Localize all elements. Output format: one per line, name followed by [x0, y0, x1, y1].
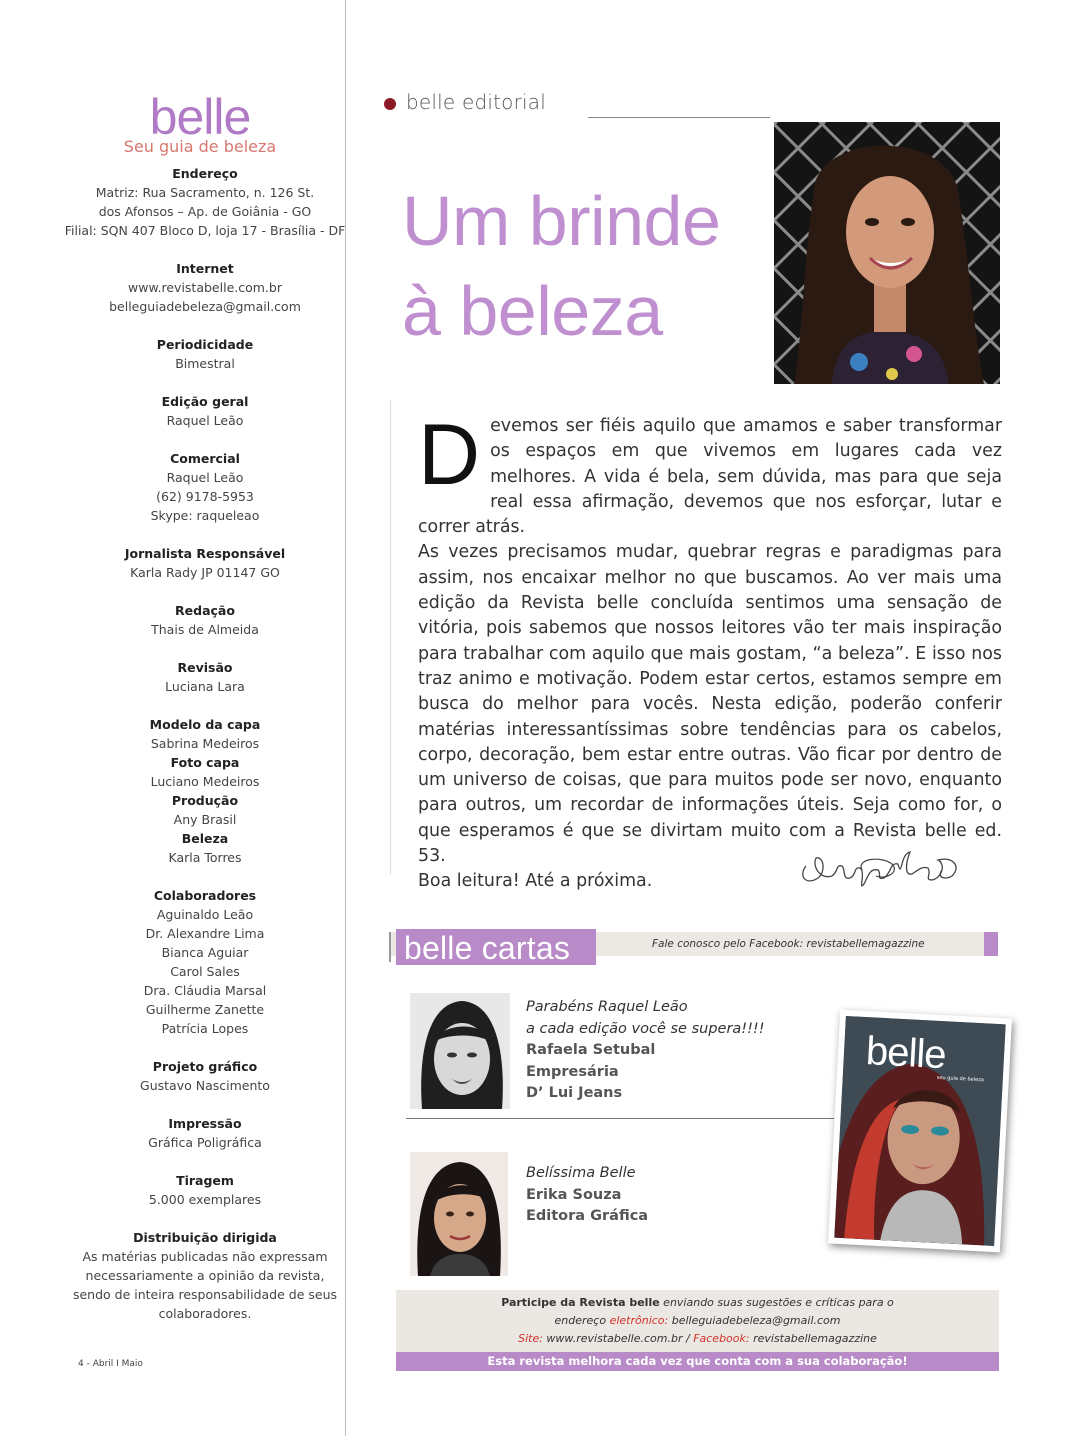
- masthead-line: Raquel Leão: [166, 413, 244, 428]
- masthead-line[interactable]: www.revistabelle.com.br: [128, 280, 282, 295]
- masthead-group: [60, 886, 350, 1038]
- masthead-heading: Edição geral: [161, 394, 249, 409]
- masthead-group: [60, 259, 350, 316]
- masthead-group: [60, 829, 350, 867]
- masthead-line: 5.000 exemplares: [148, 1192, 262, 1207]
- title-line-2: à beleza: [402, 272, 663, 350]
- masthead-line: Aguinaldo Leão: [156, 907, 254, 922]
- letter-2-role: Editora Gráfica: [526, 1208, 649, 1224]
- participation-box: [396, 1290, 999, 1352]
- magazine-tagline: Seu guia de beleza: [123, 137, 277, 156]
- cartas-header-rule: [389, 932, 391, 962]
- reader-photo-2: [410, 1152, 508, 1276]
- title-line-1: Um brinde: [402, 182, 721, 260]
- editorial-title: [402, 176, 720, 356]
- masthead-line: Skype: raqueleao: [150, 508, 260, 523]
- page-number: 4 - Abril I Maio: [78, 1359, 143, 1369]
- masthead-group: [60, 164, 350, 240]
- section-label: belle editorial: [406, 90, 547, 114]
- magazine-logo: belle: [149, 89, 251, 145]
- masthead-heading: Tiragem: [176, 1173, 234, 1188]
- masthead-line: sendo de inteira responsabilidade de seus: [72, 1287, 338, 1302]
- letter-2: [526, 1163, 648, 1228]
- info-line-2: endereço eletrônico: belleguiadebeleza@gmail.com: [554, 1314, 841, 1327]
- letter-1-company: D’ Lui Jeans: [526, 1085, 623, 1101]
- info-line-3: Site: www.revistabelle.com.br / Facebook: revistabellemagazzine: [518, 1332, 877, 1345]
- masthead-heading: Distribuição dirigida: [133, 1230, 277, 1245]
- letter-2-name: Erika Souza: [526, 1186, 622, 1203]
- cover-tagline: seu guia de beleza: [936, 1074, 984, 1084]
- masthead-group: [60, 1114, 350, 1152]
- body-rule: [390, 400, 391, 875]
- masthead-group: [60, 601, 350, 639]
- masthead-heading: Produção: [171, 793, 239, 808]
- editor-signature: [796, 836, 968, 894]
- drop-cap: D: [418, 407, 481, 503]
- masthead-line: colaboradores.: [158, 1306, 252, 1321]
- masthead-heading: Endereço: [172, 166, 238, 181]
- masthead-line: Any Brasil: [173, 812, 237, 827]
- masthead-credits: [60, 164, 350, 1342]
- masthead-heading: Foto capa: [170, 755, 240, 770]
- paragraph-1-text: evemos ser fiéis aquilo que amamos e saber transformar os espaços em que vivemos em lugares cada vez melhores. A vida é bela, sem dúvida, mas para que seja real essa afirmação, devemos que nos esforçar, lutar e correr atrás.: [418, 416, 1002, 538]
- site-link[interactable]: www.revistabelle.com.br /: [542, 1332, 694, 1345]
- masthead-group: [60, 544, 350, 582]
- masthead-group: [60, 449, 350, 525]
- reader-photo-1: [410, 993, 510, 1109]
- masthead-heading: Revisão: [177, 660, 233, 675]
- magazine-cover-art: [834, 1016, 1005, 1246]
- letter-1-name: Rafaela Setubal: [526, 1042, 656, 1058]
- masthead-line: As matérias publicadas não expressam: [82, 1249, 328, 1264]
- masthead-group: [60, 1057, 350, 1095]
- email-link[interactable]: belleguiadebeleza@gmail.com: [668, 1314, 841, 1327]
- cartas-accent-block: [984, 932, 998, 956]
- masthead-heading: Internet: [176, 261, 234, 276]
- editorial-body: [418, 407, 1002, 895]
- masthead-heading: Comercial: [170, 451, 240, 466]
- masthead-group: [60, 753, 350, 791]
- info-line-1: Participe da Revista belle enviando suas sugestões e críticas para o: [501, 1296, 894, 1309]
- letter-1: [526, 997, 765, 1105]
- masthead-heading: Redação: [175, 603, 235, 618]
- masthead-group: [60, 335, 350, 373]
- facebook-link[interactable]: revistabellemagazzine: [749, 1332, 877, 1345]
- masthead-heading: Modelo da capa: [149, 717, 261, 732]
- masthead-heading: Beleza: [181, 831, 229, 846]
- masthead-heading: Periodicidade: [156, 337, 254, 352]
- letter-2-quote-line-1: Belíssima Belle: [526, 1165, 636, 1181]
- masthead-line: Carol Sales: [170, 964, 240, 979]
- letter-1-quote-line-1: Parabéns Raquel Leão: [526, 999, 688, 1015]
- masthead-line: Dr. Alexandre Lima: [145, 926, 265, 941]
- paragraph-2: As vezes precisamos mudar, quebrar regras e paradigmas para assim, nos encaixar melhor no que buscamos. Ao ver mais uma edição da Revista belle concluída sentimos uma sensação de vitória, pois sabemos que nossos leitores vão ter mais inspiração para trabalhar com aquilo que mais gostam, “a beleza”. E isso nos traz animo e motivação. Podem estar certos, estamos sempre em busca do melhor para vocês. Nesta edição, poderão conferir matérias interessantíssimas sobre tendências para os cabelos, corpo, decoração, bem estar entre outras. Vão ficar por dentro de um universo de coisas, que para muitos pode ser novo, enquanto para outros, um recordar de informações úteis. Seja como for, o que esperamos é que se divirtam muito com a Revista belle ed. 53.: [418, 542, 1002, 867]
- letters-divider: [406, 1118, 834, 1119]
- masthead-group: [60, 791, 350, 829]
- masthead-heading: Impressão: [168, 1116, 242, 1131]
- masthead-heading: Projeto gráfico: [152, 1059, 258, 1074]
- section-rule: [588, 117, 770, 118]
- masthead-line: (62) 9178-5953: [156, 489, 254, 504]
- masthead-line: Gráfica Poligráfica: [148, 1135, 262, 1150]
- masthead-line: Patrícia Lopes: [161, 1021, 249, 1036]
- masthead-group: [60, 392, 350, 430]
- masthead-line: Raquel Leão: [166, 470, 244, 485]
- paragraph-3: Boa leitura! Até a próxima.: [418, 871, 653, 892]
- masthead-line: Karla Rady JP 01147 GO: [130, 565, 280, 580]
- editor-photo: [774, 122, 1000, 384]
- masthead-heading: Jornalista Responsável: [124, 546, 286, 561]
- masthead-group: [60, 658, 350, 696]
- masthead-line: Guilherme Zanette: [145, 1002, 265, 1017]
- masthead-heading: Colaboradores: [153, 888, 257, 903]
- paragraph-1: [418, 407, 1002, 540]
- masthead-line: Dra. Cláudia Marsal: [143, 983, 267, 998]
- cover-wordmark: belle: [864, 1029, 947, 1078]
- masthead-line: Bianca Aguiar: [161, 945, 249, 960]
- masthead-line: Gustavo Nascimento: [140, 1078, 270, 1093]
- masthead-line: Luciano Medeiros: [150, 774, 260, 789]
- letter-1-quote-line-2: a cada edição você se supera!!!!: [526, 1020, 765, 1037]
- masthead-line: Sabrina Medeiros: [150, 736, 260, 751]
- masthead-group: [60, 715, 350, 753]
- masthead-line: necessariamente a opinião da revista,: [85, 1268, 325, 1283]
- column-divider: [345, 0, 346, 1436]
- masthead-line: Matriz: Rua Sacramento, n. 126 St.: [95, 185, 315, 200]
- cartas-title: belle cartas: [396, 929, 596, 965]
- facebook-note: Fale conosco pelo Facebook: revistabellemagazzine: [652, 938, 925, 950]
- masthead-line[interactable]: belleguiadebeleza@gmail.com: [109, 299, 301, 314]
- masthead-line: dos Afonsos – Ap. de Goiânia - GO: [98, 204, 312, 219]
- magazine-cover: [828, 1010, 1012, 1253]
- masthead-group: [60, 1171, 350, 1209]
- participation-footer: Esta revista melhora cada vez que conta com a sua colaboração!: [396, 1352, 999, 1371]
- masthead-line: Luciana Lara: [165, 679, 245, 694]
- masthead-group: [60, 1228, 350, 1323]
- masthead-line: Thais de Almeida: [151, 622, 259, 637]
- masthead-line: Karla Torres: [168, 850, 242, 865]
- letter-1-role: Empresária: [526, 1063, 619, 1080]
- masthead-line: Bimestral: [175, 356, 235, 371]
- section-bullet-icon: [384, 98, 396, 110]
- masthead-line: Filial: SQN 407 Bloco D, loja 17 - Brasília - DF: [64, 223, 346, 238]
